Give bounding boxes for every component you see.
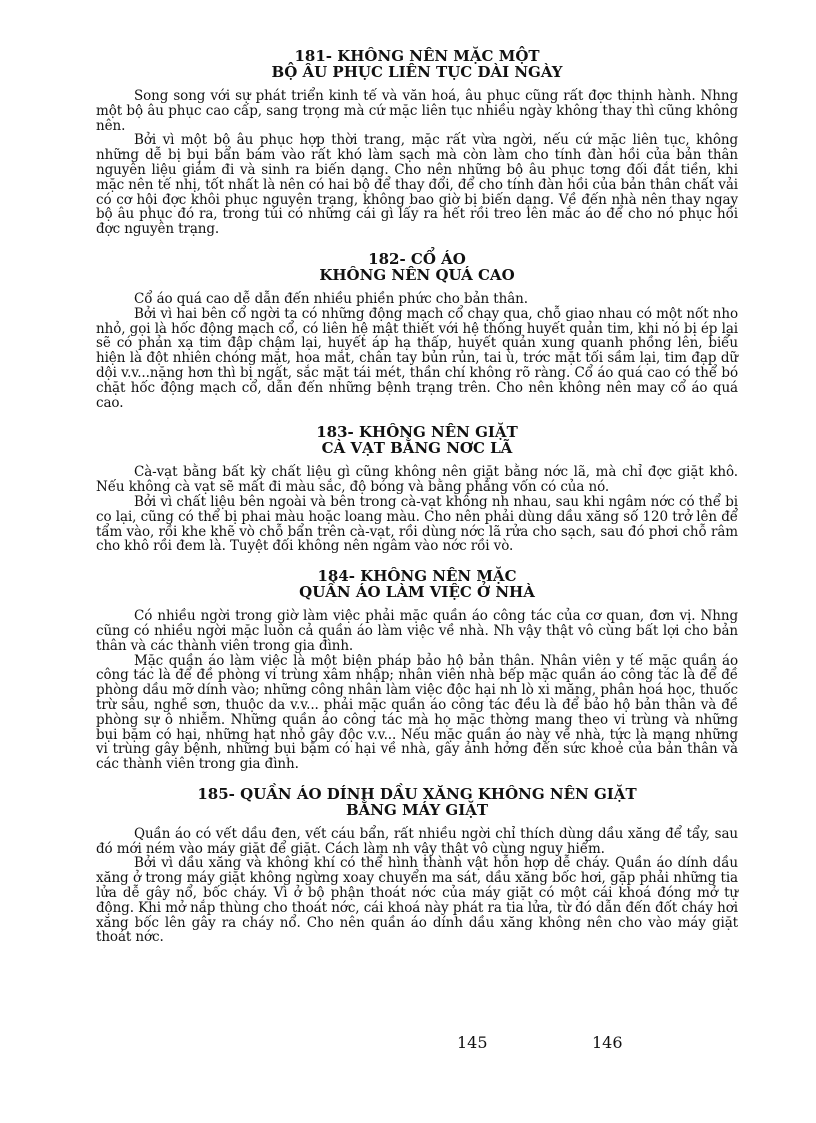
paragraph: Bởi vì chất liệu bên ngoài và bên trong cà-vạt không nh nhau, sau khi ngâm nớc có thể bị co lại, cũng có thể bị phai màu hoặc loang màu. Cho nên phải dùng dầu xăng số 120 trở lên để tẩm vào, rồi khe khẽ vò chỗ bẩn trên cà-vạt, rồi dùng nớc lã rửa cho sạch, sau đó phơi chỗ râm cho khô rồi đem là. Tuyệt đối không nên ngâm vào nớc rồi vò. (96, 493, 738, 555)
paragraph: Mặc quần áo làm việc là một biện pháp bảo hộ bản thân. Nhân viên y tế mặc quần áo công tác là để đề phòng vi trùng xâm nhập; nhân viên nhà bếp mặc quần áo công tác là để đề phòng dầu mỡ dính vào; những công nhân làm việc độc hại nh lò xi măng, phân hoá học, thuốc trừ sâu, nghề sơn, thuộc da v.v... phải mặc quần áo công tác đều là để bảo hộ bản thân và đề phòng sự ô nhiễm. Những quần áo công tác mà họ mặc thờng mang theo vi trùng và những bụi bặm có hại, những hạt nhỏ gây độc v.v... Nếu mặc quần áo này về nhà, tức là mang những vi trùng gây bệnh, những bụi bặm có hại về nhà, gây ảnh hởng đến sức khoẻ của bản thân và các thành viên trong gia đình. (96, 652, 738, 773)
section-heading (96, 48, 738, 80)
section-title-line2: CÀ VẠT BẰNG NƠC LÃ (321, 439, 513, 458)
section-title-line1: 183- KHÔNG NÊN GIẶT (316, 423, 518, 442)
section-182 (96, 251, 738, 410)
section-title-line1: 184- KHÔNG NÊN MẶC (317, 567, 517, 586)
paragraph: Bởi vì một bộ âu phục hợp thời trang, mặc rất vừa ngời, nếu cứ mặc liên tục, không những dễ bị bụi bẩn bám vào rất khó làm sạch mà còn làm cho tính đàn hồi của bản thân nguyên liệu giảm đi và sinh ra biến dạng. Cho nên những bộ âu phục tơng đối đắt tiền, khi mặc nên tế nhị, tốt nhất là nên có hai bộ để thay đổi, để cho tính đàn hồi của bản thân chất vải có cơ hội đợc khôi phục nguyên trạng, không bao giờ bị biến dạng. Về đến nhà nên thay ngay bộ âu phục đó ra, trong túi có những cái gì lấy ra hết rồi treo lên mắc áo để cho nó phục hồi đợc nguyên trạng. (96, 132, 738, 238)
section-heading (96, 786, 738, 818)
section-title-line1: 185- QUẦN ÁO DÍNH DẦU XĂNG KHÔNG NÊN GIẶT (197, 784, 637, 803)
section-title-line2: KHÔNG NÊN QUÁ CAO (319, 265, 515, 284)
paragraph: Có nhiều ngời trong giờ làm việc phải mặc quần áo công tác của cơ quan, đơn vị. Nhng cũng có nhiều ngời mặc luôn cả quần áo làm việc về nhà. Nh vậy thật vô cùng bất lợi cho bản thân và các thành viên trong gia đình. (96, 608, 738, 654)
paragraph: Cổ áo quá cao dễ dẫn đến nhiều phiền phức cho bản thân. (134, 290, 528, 307)
paragraph: Quần áo có vết dầu đen, vết cáu bẩn, rất nhiều ngời chỉ thích dùng dầu xăng để tẩy, sau đó mới ném vào máy giặt để giặt. Cách làm nh vậy thật vô cùng nguy hiểm. (96, 825, 738, 857)
section-183 (96, 424, 738, 554)
paragraph: Bởi vì dầu xăng và không khí có thể hình thành vật hỗn hợp dễ cháy. Quần áo dính dầu xăng ở trong máy giặt không ngừng xoay chuyển ma sát, dầu xăng bốc hơi, gặp phải những tia lửa dễ gây nổ, bốc cháy. Vì ở bộ phận thoát nớc của máy giặt có một cái khoá đóng mở tự động. Khi mở nắp thùng cho thoát nớc, cái khoá này phát ra tia lửa, từ đó dẫn đến đốt cháy hơi xăng bốc lên gây ra cháy nổ. Cho nên quần áo dính dầu xăng không nên cho vào máy giặt thoát nớc. (96, 855, 738, 946)
section-heading (96, 251, 738, 283)
section-title-line2: QUẦN ÁO LÀM VIỆC Ở NHÀ (299, 583, 535, 602)
paragraph: Cà-vạt bằng bất kỳ chất liệu gì cũng không nên giặt bằng nớc lã, mà chỉ đợc giặt khô. Nếu không cà vạt sẽ mất đi màu sắc, độ bóng và bằng phẳng vốn có của nó. (96, 464, 738, 496)
page-number-right: 146 (592, 1033, 623, 1052)
section-heading (96, 568, 738, 600)
paragraph: Bởi vì hai bên cổ ngời ta có những động mạch cổ chạy qua, chỗ giao nhau có một nốt nho nhỏ, gọi là hốc động mạch cổ, có liên hệ mật thiết với hệ thống huyết quản tim, khi nó bị ép lại sẽ có phản xạ tim đập chậm lại, huyết áp hạ thấp, huyết quản xung quanh phồng lên, biểu hiện là đột nhiên chóng mặt, hoa mắt, chân tay bủn rủn, tai ù, trớc mặt tối sầm lại, tim đạp dữ dội v.v...nặng hơn thì bị ngất, sắc mặt tái mét, thần chí không rõ ràng. Cổ áo quá cao có thể bó chặt hốc động mạch cổ, dẫn đến những bệnh trạng trên. Cho nên không nên may cổ áo quá cao. (96, 305, 738, 411)
section-title-line2: BẰNG MÁY GIẶT (345, 800, 489, 819)
section-title-line2: BỘ ÂU PHỤC LIÊN TỤC DÀI NGÀY (271, 63, 563, 81)
section-185 (96, 786, 738, 945)
section-181 (96, 48, 738, 237)
section-heading (96, 424, 738, 456)
document-page (96, 48, 738, 959)
section-title-line1: 182- CỔ ÁO (368, 249, 466, 268)
section-title-line1: 181- KHÔNG NÊN MẶC MỘT (294, 47, 540, 65)
page-numbers (0, 1033, 816, 1053)
section-184 (96, 568, 738, 772)
paragraph: Song song với sự phát triển kinh tế và văn hoá, âu phục cũng rất đợc thịnh hành. Nhng một bộ âu phục cao cấp, sang trọng mà cứ mặc liên tục nhiều ngày không thay thì cũng không nên. (96, 88, 738, 134)
page-number-left: 145 (457, 1033, 488, 1052)
